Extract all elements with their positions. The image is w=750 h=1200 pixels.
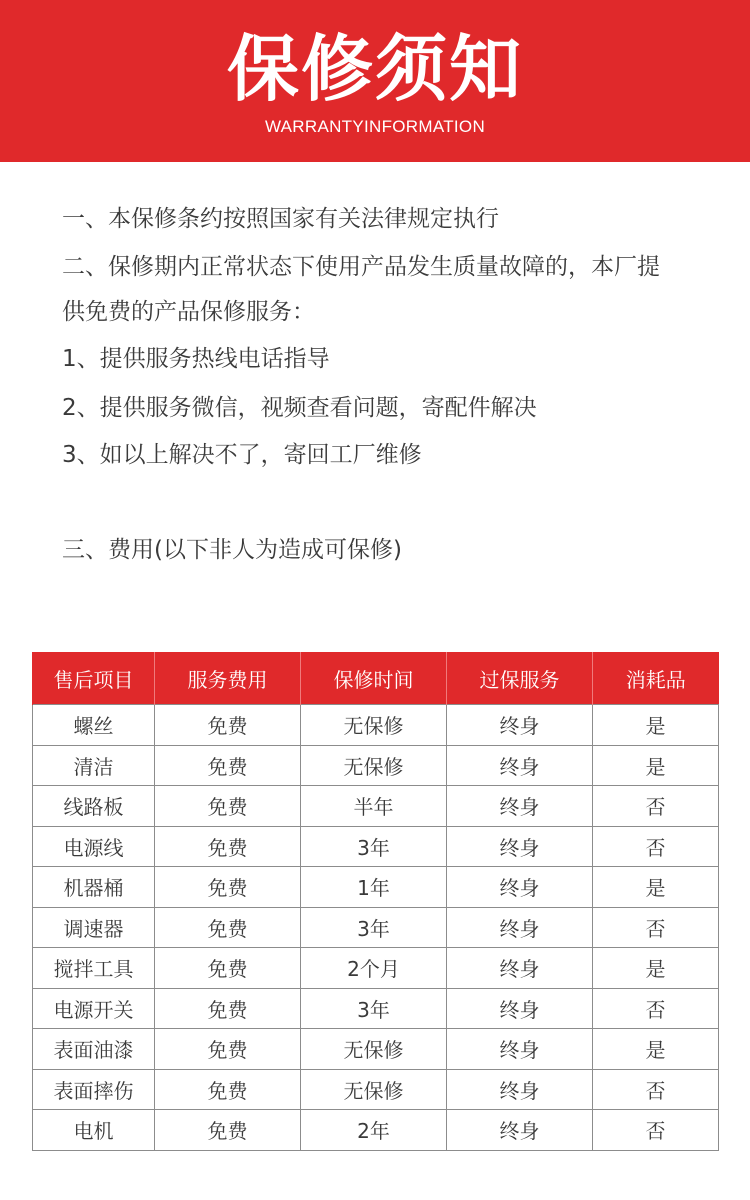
cell-warranty-period: 无保修 [301, 705, 447, 746]
cell-warranty-period: 无保修 [301, 745, 447, 786]
cell-post-warranty: 终身 [447, 948, 593, 989]
cell-consumable: 是 [593, 1029, 719, 1070]
table-row [33, 786, 719, 827]
page-subtitle: WARRANTYINFORMATION [264, 117, 486, 136]
cell-fee: 免费 [155, 988, 301, 1029]
cell-consumable: 否 [593, 1069, 719, 1110]
col-header-warranty-period: 保修时间 [301, 652, 447, 705]
cell-warranty-period: 无保修 [301, 1069, 447, 1110]
cell-warranty-period: 半年 [301, 786, 447, 827]
cell-warranty-period: 3年 [301, 988, 447, 1029]
table-row [33, 1029, 719, 1070]
cell-item: 电机 [33, 1110, 155, 1151]
cell-warranty-period: 2个月 [301, 948, 447, 989]
cell-item: 搅拌工具 [33, 948, 155, 989]
cell-item: 线路板 [33, 786, 155, 827]
term-3-fees: 三、费用(以下非人为造成可保修) [62, 537, 402, 563]
cell-item: 机器桶 [33, 867, 155, 908]
cell-item: 清洁 [33, 745, 155, 786]
table-row [33, 988, 719, 1029]
cell-post-warranty: 终身 [447, 745, 593, 786]
header-banner [0, 0, 750, 162]
term-2-continued: 供免费的产品保修服务： [62, 299, 315, 325]
cell-consumable: 是 [593, 705, 719, 746]
cell-item: 螺丝 [33, 705, 155, 746]
cell-fee: 免费 [155, 867, 301, 908]
term-1: 一、本保修条约按照国家有关法律规定执行 [62, 206, 499, 232]
col-header-consumable: 消耗品 [593, 652, 719, 705]
col-header-post-warranty: 过保服务 [447, 652, 593, 705]
cell-item: 表面油漆 [33, 1029, 155, 1070]
cell-consumable: 否 [593, 786, 719, 827]
cell-fee: 免费 [155, 826, 301, 867]
cell-fee: 免费 [155, 1029, 301, 1070]
warranty-table [32, 652, 719, 1151]
cell-consumable: 否 [593, 907, 719, 948]
table-row [33, 867, 719, 908]
table-row [33, 907, 719, 948]
cell-item: 调速器 [33, 907, 155, 948]
cell-post-warranty: 终身 [447, 1069, 593, 1110]
cell-warranty-period: 1年 [301, 867, 447, 908]
cell-consumable: 否 [593, 1110, 719, 1151]
term-service-2: 2、提供服务微信，视频查看问题，寄配件解决 [62, 395, 537, 421]
cell-consumable: 是 [593, 745, 719, 786]
col-header-fee: 服务费用 [155, 652, 301, 705]
cell-consumable: 否 [593, 826, 719, 867]
cell-post-warranty: 终身 [447, 988, 593, 1029]
cell-post-warranty: 终身 [447, 1110, 593, 1151]
cell-fee: 免费 [155, 948, 301, 989]
table-header-row [33, 652, 719, 705]
cell-warranty-period: 无保修 [301, 1029, 447, 1070]
cell-fee: 免费 [155, 907, 301, 948]
cell-fee: 免费 [155, 745, 301, 786]
cell-post-warranty: 终身 [447, 826, 593, 867]
cell-warranty-period: 2年 [301, 1110, 447, 1151]
cell-fee: 免费 [155, 705, 301, 746]
table-row [33, 745, 719, 786]
page-title: 保修须知 [226, 27, 523, 111]
cell-post-warranty: 终身 [447, 786, 593, 827]
table-row [33, 1069, 719, 1110]
cell-warranty-period: 3年 [301, 826, 447, 867]
cell-post-warranty: 终身 [447, 867, 593, 908]
col-header-item: 售后项目 [33, 652, 155, 705]
term-2: 二、保修期内正常状态下使用产品发生质量故障的，本厂提 [62, 254, 660, 280]
cell-fee: 免费 [155, 786, 301, 827]
cell-item: 电源开关 [33, 988, 155, 1029]
cell-consumable: 是 [593, 867, 719, 908]
table-row [33, 826, 719, 867]
cell-warranty-period: 3年 [301, 907, 447, 948]
table-row [33, 1110, 719, 1151]
cell-post-warranty: 终身 [447, 1029, 593, 1070]
cell-fee: 免费 [155, 1110, 301, 1151]
cell-consumable: 是 [593, 948, 719, 989]
cell-post-warranty: 终身 [447, 705, 593, 746]
table-row [33, 948, 719, 989]
cell-item: 电源线 [33, 826, 155, 867]
term-service-3: 3、如以上解决不了，寄回工厂维修 [62, 442, 422, 468]
cell-post-warranty: 终身 [447, 907, 593, 948]
cell-consumable: 否 [593, 988, 719, 1029]
term-service-1: 1、提供服务热线电话指导 [62, 346, 330, 372]
cell-item: 表面摔伤 [33, 1069, 155, 1110]
cell-fee: 免费 [155, 1069, 301, 1110]
table-row [33, 705, 719, 746]
